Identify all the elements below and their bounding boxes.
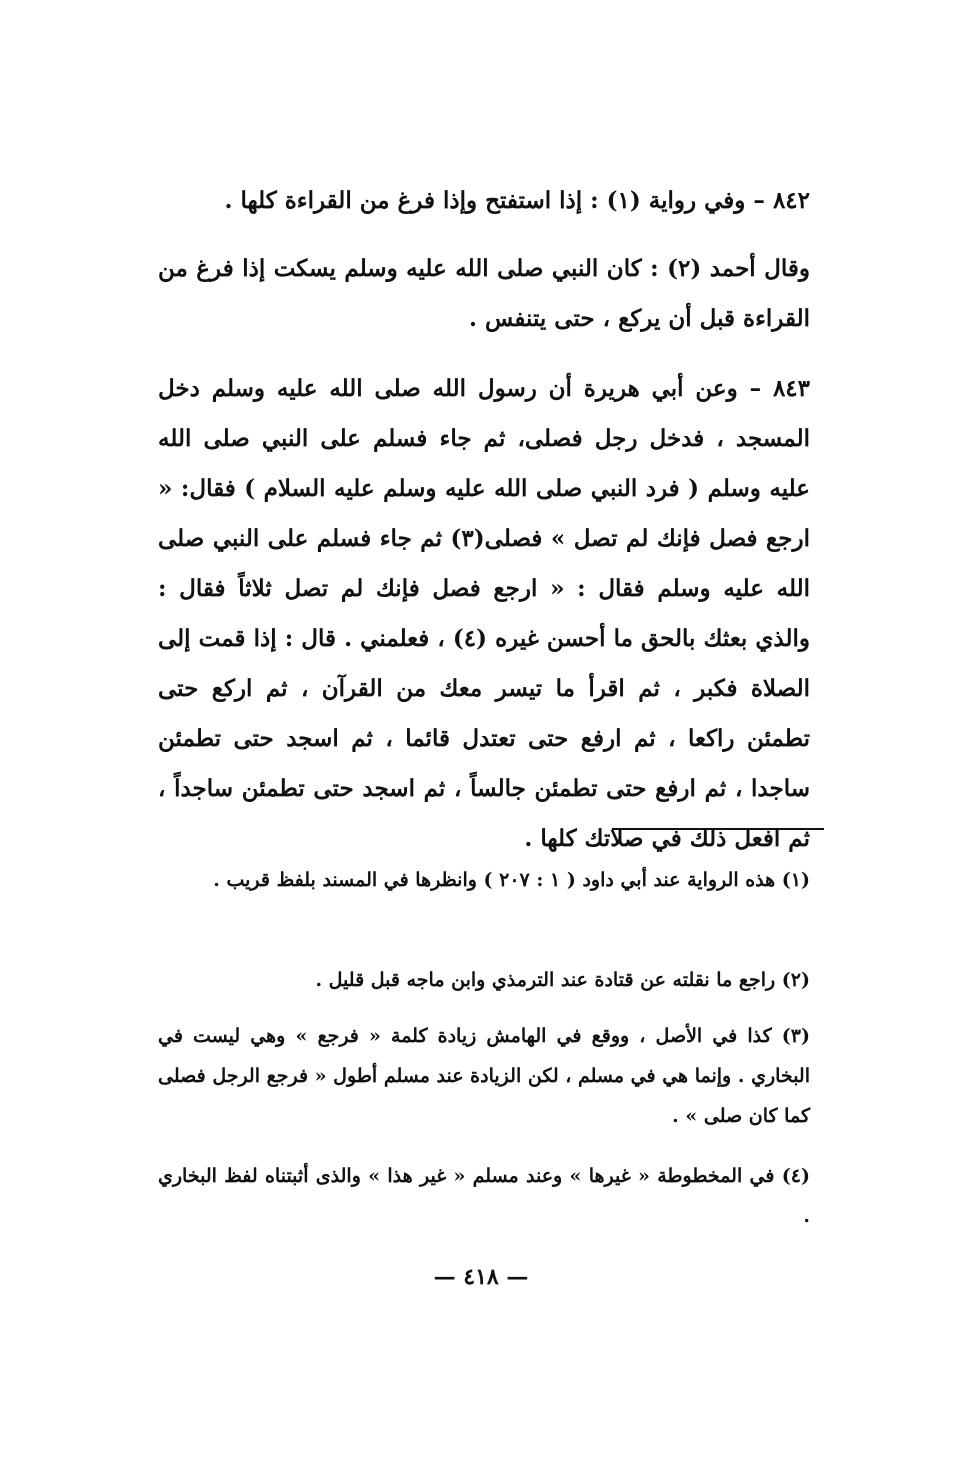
hadith-842-paragraph: ٨٤٢ – وفي رواية (١) : إذا استفتح وإذا فرغ من القراءة كلها . [224,187,810,214]
footnote-3: (٣) كذا في الأصل ، ووقع في الهامش زيادة كلمة « فرجع » وهي ليست في البخاري . وإنما هي في مسلم ، لكن الزيادة عند مسلم أطول « فرجع الرجل فصلى كما كان صلى » . [158,1025,810,1127]
ahmad-narration-paragraph: وقال أحمد (٢) : كان النبي صلى الله عليه وسلم يسكت إذا فرغ من القراءة قبل أن يركع ، حتى يتنفس . [158,255,810,332]
footnote-4: (٤) في المخطوطة « غيرها » وعند مسلم « غير هذا » والذى أثبتناه لفظ البخاري . [158,1165,810,1227]
footnote-2: (٢) راجع ما نقلته عن قتادة عند الترمذي وابن ماجه قبل قليل . [315,969,810,991]
hadith-843-paragraph: ٨٤٣ – وعن أبي هريرة أن رسول الله صلى الله عليه وسلم دخل المسجد ، فدخل رجل فصلى، ثم جاء فسلم على النبي صلى الله عليه وسلم ( فرد النبي صلى الله عليه وسلم عليه السلام ) فقال: « ارجع فصل فإنك لم تصل » فصلى(٣) ثم جاء فسلم على النبي صلى الله عليه وسلم فقال : « ارجع فصل فإنك لم تصل ثلاثاً فقال : والذي بعثك بالحق ما أحسن غيره (٤) ، فعلمني . قال : إذا قمت إلى الصلاة فكبر ، ثم اقرأ ما تيسر معك من القرآن ، ثم اركع حتى تطمئن راكعا ، ثم ارفع حتى تعتدل قائما ، ثم اسجد حتى تطمئن ساجدا ، ثم ارفع حتى تطمئن جالساً ، ثم اسجد حتى تطمئن ساجداً ، ثم افعل ذلك في صلاتك كلها . [158,375,810,852]
footnote-1: (١) هذه الرواية عند أبي داود ( ١ : ٢٠٧ ) وانظرها في المسند بلفظ قريب . [213,869,810,891]
footnote-separator [612,828,824,830]
page-number: — ٤١٨ — [433,1264,529,1290]
